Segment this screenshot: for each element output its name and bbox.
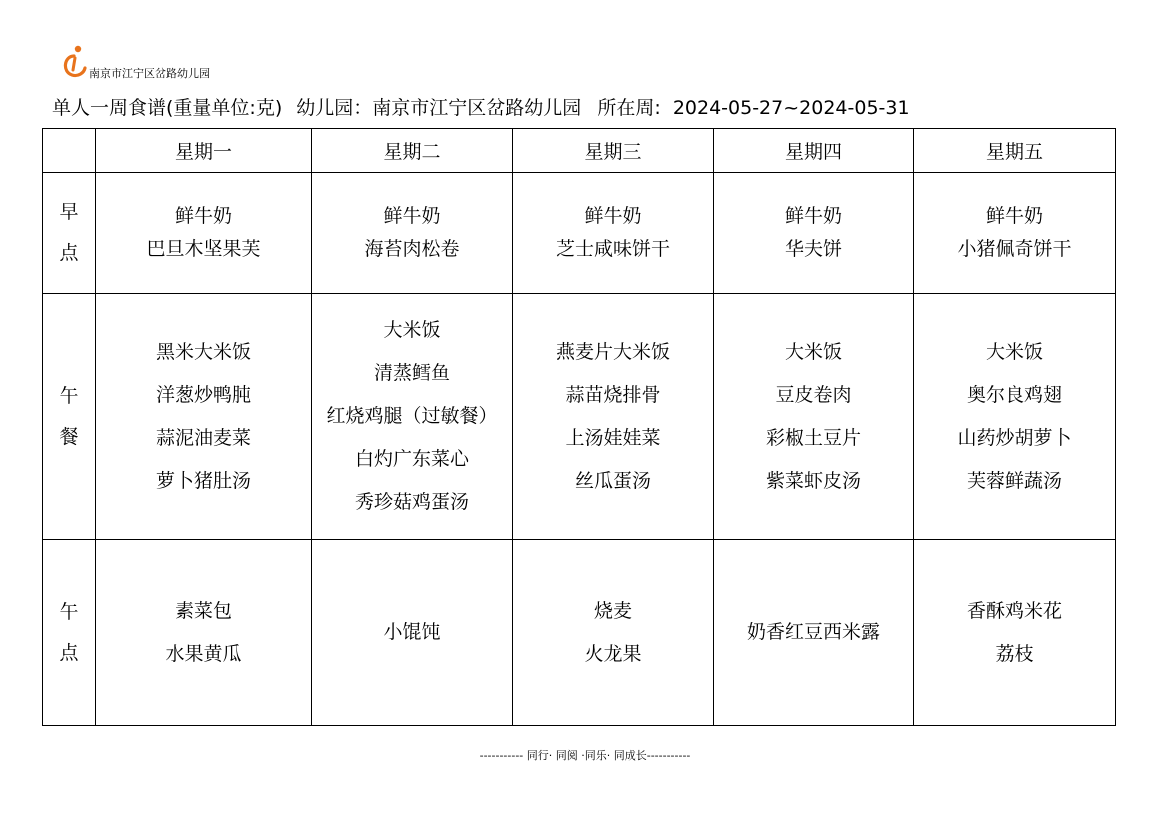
- menu-item: 大米饭: [985, 340, 1043, 363]
- menu-item: 小猪佩奇饼干: [957, 238, 1072, 260]
- corner-cell: [43, 129, 96, 173]
- school-label: 幼儿园：: [296, 97, 373, 119]
- menu-item: 红烧鸡腿（过敏餐）: [326, 405, 498, 427]
- lunch-row: [43, 294, 1116, 540]
- meal-label: [43, 540, 96, 726]
- menu-item: 水果黄瓜: [165, 642, 242, 665]
- menu-item: 烧麦: [593, 599, 632, 622]
- footer-slogan: ----------- 同行· 同阅 ·同乐· 同成长-----------: [479, 749, 691, 762]
- menu-item: 鲜牛奶: [584, 205, 642, 227]
- menu-item: 荔枝: [995, 642, 1034, 665]
- menu-cell: [513, 173, 714, 294]
- menu-cell: [312, 540, 513, 726]
- menu-cell: [96, 173, 312, 294]
- menu-cell: [714, 294, 914, 540]
- menu-item: 鲜牛奶: [784, 205, 842, 227]
- menu-item: 山药炒胡萝卜: [957, 426, 1072, 449]
- meal-label-line: 早: [59, 201, 79, 223]
- menu-item: 奶香红豆西米露: [746, 621, 880, 643]
- menu-item: 香酥鸡米花: [966, 599, 1062, 622]
- menu-item: 华夫饼: [784, 238, 842, 260]
- menu-item: 火龙果: [584, 642, 642, 665]
- day-header: 星期五: [914, 129, 1116, 173]
- menu-item: 紫菜虾皮汤: [765, 469, 861, 492]
- menu-item: 大米饭: [383, 319, 441, 341]
- breakfast-row: [43, 173, 1116, 294]
- header-row: [43, 129, 1116, 173]
- menu-cell: [914, 294, 1116, 540]
- logo-text: 南京市江宁区岔路幼儿园: [89, 67, 210, 80]
- afternoon-snack-row: [43, 540, 1116, 726]
- menu-item: 白灼广东菜心: [354, 448, 469, 470]
- day-header: 星期四: [714, 129, 914, 173]
- page-title: [52, 93, 910, 120]
- menu-item: 洋葱炒鸭肫: [155, 383, 251, 406]
- week-label: 所在周:: [597, 97, 661, 119]
- menu-item: 芝士咸味饼干: [555, 238, 670, 260]
- menu-item: 蒜泥油麦菜: [155, 426, 251, 449]
- meal-label-line: 点: [59, 641, 79, 664]
- meal-label: [43, 294, 96, 540]
- title-heading: 单人一周食谱(重量单位:克): [52, 97, 283, 119]
- menu-item: 萝卜猪肚汤: [155, 469, 251, 492]
- menu-item: 大米饭: [784, 340, 842, 363]
- menu-item: 上汤娃娃菜: [565, 426, 661, 449]
- menu-cell: [312, 294, 513, 540]
- menu-cell: [914, 173, 1116, 294]
- menu-item: 奥尔良鸡翅: [966, 383, 1062, 406]
- menu-item: 鲜牛奶: [174, 205, 232, 227]
- day-header: 星期二: [312, 129, 513, 173]
- week-range: 2024-05-27~2024-05-31: [672, 97, 910, 119]
- menu-item: 蒜苗烧排骨: [565, 383, 661, 406]
- menu-item: 小馄饨: [383, 621, 441, 643]
- menu-item: 巴旦木坚果芙: [146, 238, 261, 260]
- meal-label-line: 点: [59, 242, 79, 264]
- menu-item: 秀珍菇鸡蛋汤: [354, 491, 469, 513]
- menu-item: 彩椒土豆片: [765, 426, 861, 449]
- menu-item: 鲜牛奶: [985, 205, 1043, 227]
- day-header: 星期三: [513, 129, 714, 173]
- menu-item: 黑米大米饭: [155, 340, 251, 363]
- meal-label-line: 餐: [59, 425, 79, 448]
- kindergarten-logo-icon: [60, 44, 90, 78]
- menu-item: 豆皮卷肉: [775, 383, 852, 406]
- menu-cell: [714, 540, 914, 726]
- menu-cell: [96, 294, 312, 540]
- menu-cell: [513, 540, 714, 726]
- weekly-menu-table: [42, 128, 1116, 726]
- meal-label: [43, 173, 96, 294]
- menu-item: 燕麦片大米饭: [555, 340, 670, 363]
- meal-label-line: 午: [59, 384, 79, 407]
- menu-item: 清蒸鳕鱼: [373, 362, 450, 384]
- menu-item: 丝瓜蛋汤: [574, 469, 651, 492]
- menu-cell: [513, 294, 714, 540]
- meal-label-line: 午: [59, 600, 79, 623]
- menu-cell: [714, 173, 914, 294]
- menu-cell: [914, 540, 1116, 726]
- menu-item: 鲜牛奶: [383, 205, 441, 227]
- school-name: 南京市江宁区岔路幼儿园: [372, 97, 582, 119]
- menu-cell: [312, 173, 513, 294]
- menu-item: 海苔肉松卷: [364, 238, 460, 260]
- menu-item: 素菜包: [174, 599, 232, 622]
- menu-item: 芙蓉鲜蔬汤: [966, 469, 1062, 492]
- day-header: 星期一: [96, 129, 312, 173]
- menu-cell: [96, 540, 312, 726]
